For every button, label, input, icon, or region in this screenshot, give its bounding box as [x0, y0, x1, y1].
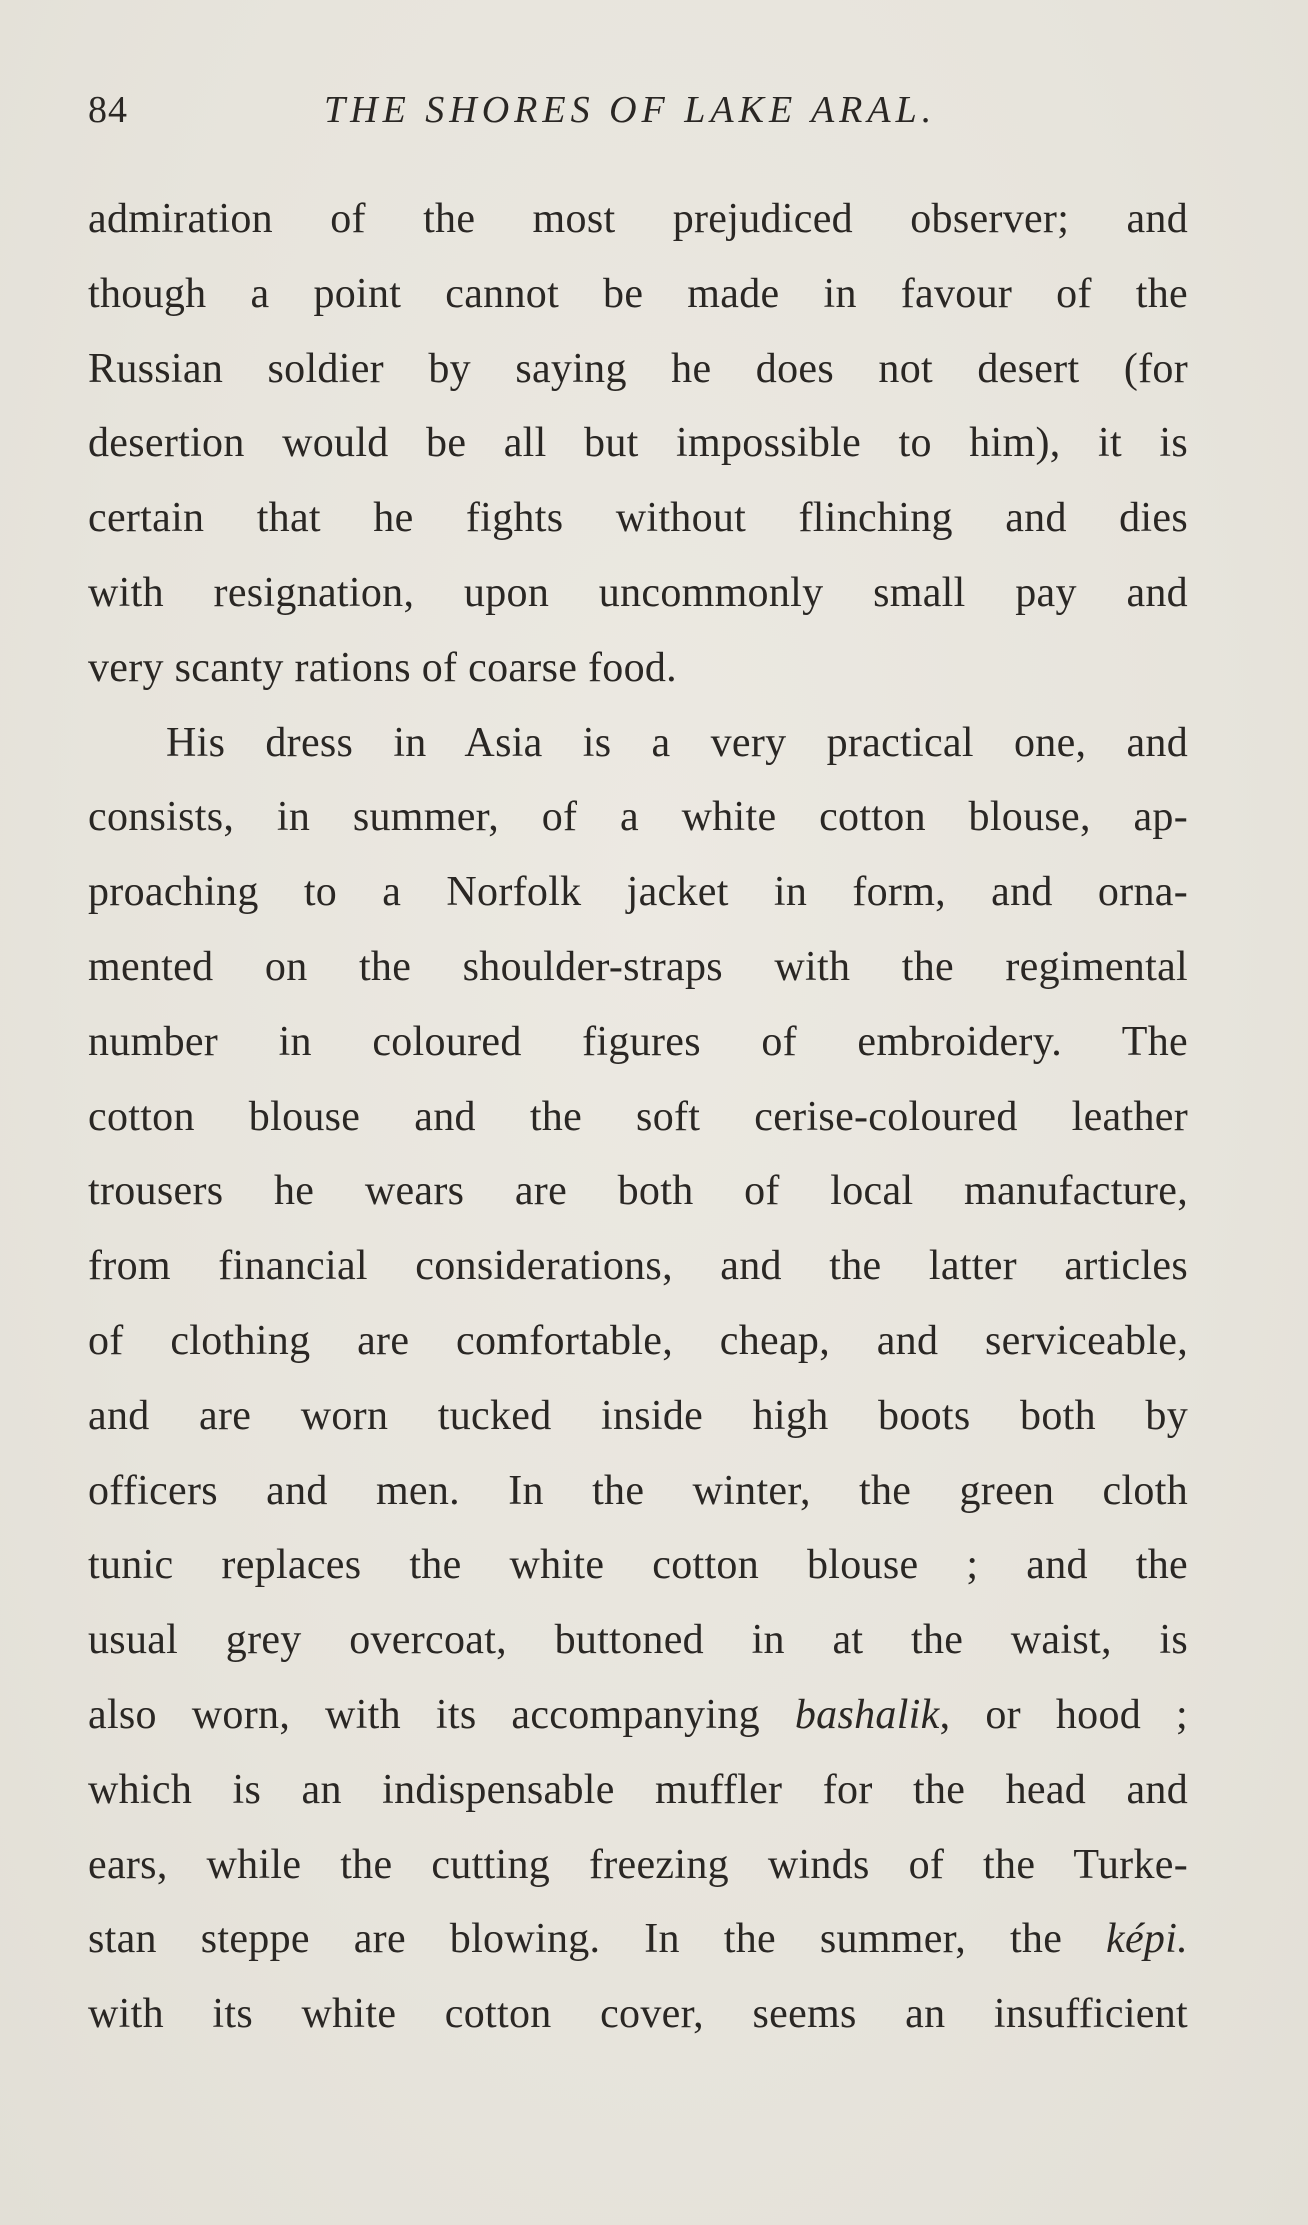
text-segment: proaching to a Norfolk jacket in form, and orna-: [88, 869, 1188, 916]
text-segment: Russian soldier by saying he does not desert (for: [88, 345, 1188, 392]
text-segment: with resignation, upon uncommonly small pay and: [88, 569, 1188, 616]
text-segment: stan steppe are blowing. In the summer, the: [88, 1916, 1107, 1963]
page-number: 84: [88, 89, 128, 131]
text-segment: very scanty rations of coarse food.: [88, 644, 677, 691]
text-line: [88, 182, 1188, 257]
text-segment: desertion would be all but impossible to him), it is: [88, 420, 1188, 467]
text-segment: also worn, with its accompanying: [88, 1691, 795, 1738]
text-line: [88, 1080, 1188, 1155]
text-line: [88, 1229, 1188, 1304]
text-line: [88, 706, 1188, 781]
text-line: [88, 780, 1188, 855]
text-segment: admiration of the most prejudiced observer; and: [88, 196, 1188, 242]
text-segment: with its white cotton cover, seems an insufficient: [88, 1991, 1188, 2038]
text-line: [88, 1304, 1188, 1379]
text-segment: consists, in summer, of a white cotton blouse, ap-: [88, 794, 1188, 841]
text-segment: which is an indispensable muffler for the head and: [88, 1766, 1188, 1813]
text-line: [88, 1379, 1188, 1454]
text-line: [88, 1753, 1188, 1828]
text-segment: certain that he fights without flinching and dies: [88, 495, 1188, 542]
text-line: [88, 406, 1188, 481]
text-segment: cotton blouse and the soft cerise-coloured leather: [88, 1093, 1188, 1140]
text-line: [88, 1603, 1188, 1678]
text-line: [88, 1454, 1188, 1529]
running-title: THE SHORES OF LAKE ARAL.: [324, 89, 937, 131]
text-line: [88, 930, 1188, 1005]
text-segment: , or hood ;: [939, 1691, 1188, 1738]
body-text: [88, 182, 1188, 2052]
text-line: [88, 332, 1188, 407]
running-head: [88, 88, 1188, 138]
text-line: [88, 1528, 1188, 1603]
text-segment: mented on the shoulder-straps with the regimental: [88, 943, 1188, 990]
text-segment: ears, while the cutting freezing winds of the Turke-: [88, 1841, 1188, 1888]
text-segment: from financial considerations, and the latter articles: [88, 1243, 1188, 1290]
text-line: [88, 855, 1188, 930]
italic-term: bashalik: [794, 1691, 940, 1738]
text-segment: His dress in Asia is a very practical one, and: [166, 719, 1188, 766]
text-segment: number in coloured figures of embroidery. The: [88, 1018, 1188, 1065]
italic-term: képi.: [1106, 1916, 1188, 1963]
text-line: [88, 1977, 1188, 2052]
text-line: [88, 556, 1188, 631]
text-line: [88, 1678, 1188, 1753]
text-segment: though a point cannot be made in favour of the: [88, 270, 1188, 317]
text-segment: and are worn tucked inside high boots both by: [88, 1392, 1188, 1439]
text-line: [88, 1902, 1188, 1977]
text-segment: officers and men. In the winter, the green cloth: [88, 1467, 1188, 1514]
text-segment: of clothing are comfortable, cheap, and serviceable,: [88, 1317, 1188, 1364]
text-line: [88, 481, 1188, 556]
text-line: [88, 1828, 1188, 1903]
text-segment: trousers he wears are both of local manufacture,: [88, 1168, 1188, 1215]
text-line: [88, 631, 1188, 706]
text-segment: tunic replaces the white cotton blouse ; and the: [88, 1542, 1188, 1589]
text-line: [88, 257, 1188, 332]
text-line: [88, 1005, 1188, 1080]
text-segment: usual grey overcoat, buttoned in at the waist, is: [88, 1617, 1188, 1664]
text-line: [88, 1154, 1188, 1229]
